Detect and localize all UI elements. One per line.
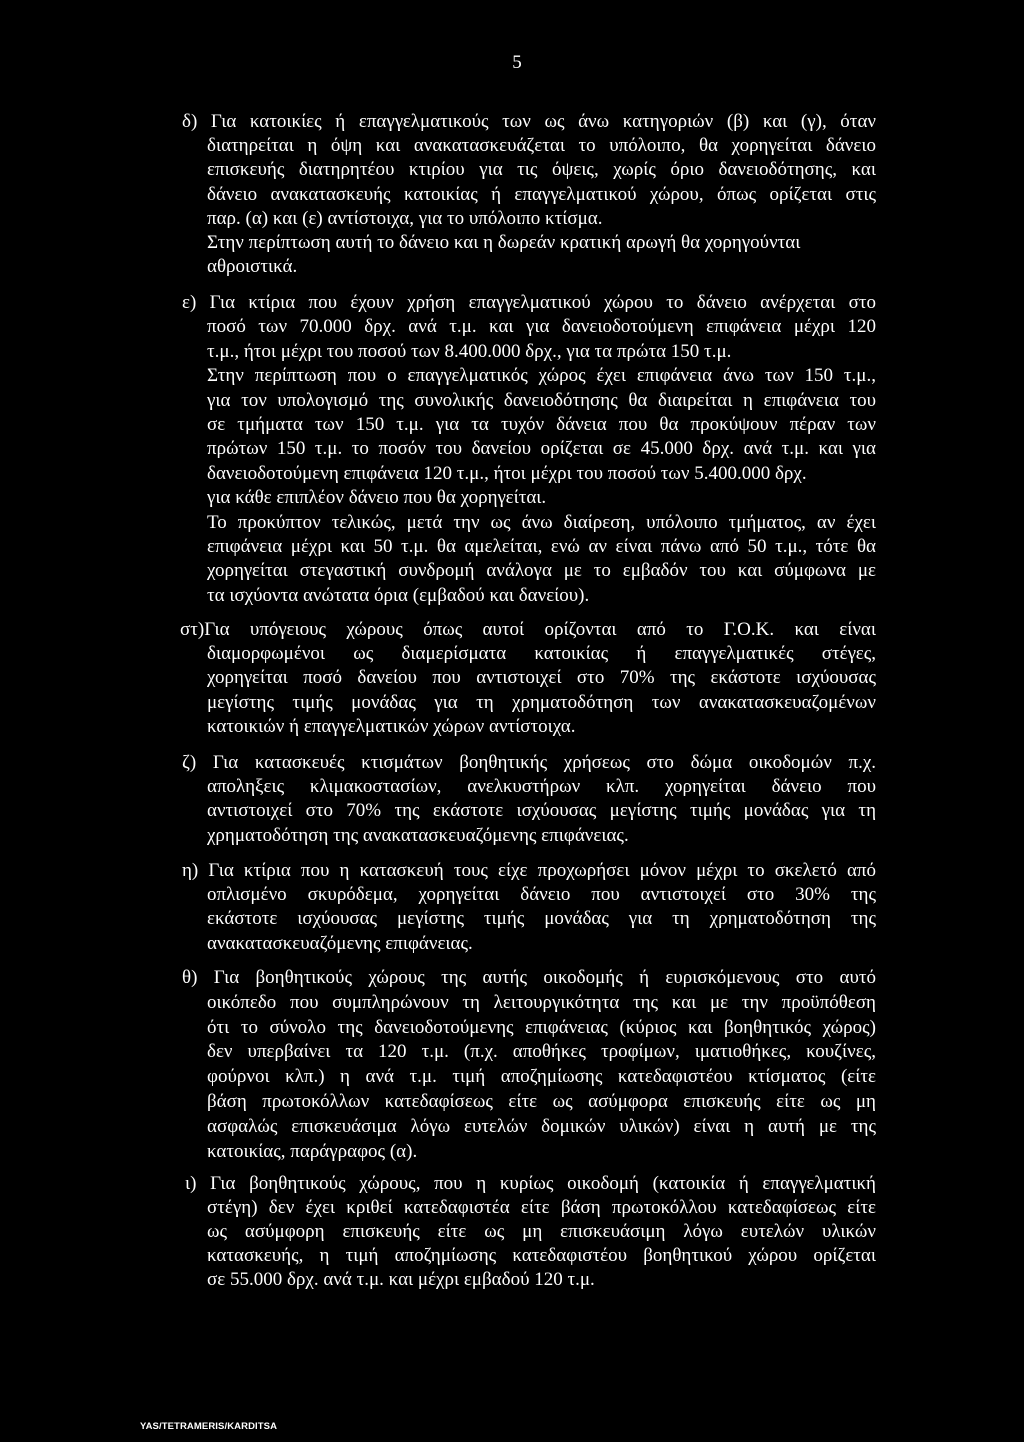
paragraph-line: ότι το σύνολο της δανειοδοτούμενης επιφάνειας (κύριος και βοηθητικός χώρος)	[207, 1016, 876, 1038]
paragraph-line: τα ισχύοντα ανώτατα όρια (εμβαδού και δανείου).	[207, 584, 590, 606]
paragraph-line: ε) Για κτίρια που έχουν χρήση επαγγελματικού χώρου το δάνειο ανέρχεται στο	[182, 292, 876, 313]
paragraph-line: αθροιστικά.	[207, 256, 298, 278]
paragraph-line: για τον υπολογισμό της συνολικής δανειοδότησης θα διαιρείται η επιφάνεια του	[207, 389, 876, 411]
paragraph-line: οικόπεδο που συμπληρώνουν τη λειτουργικότητα της και με την προϋπόθεση	[207, 991, 876, 1013]
paragraph-line: σε τμήματα των 150 τ.μ. για τα τυχόν δάνεια που θα προκύψουν πέραν των	[207, 414, 876, 435]
paragraph-line: μεγίστης τιμής μονάδας για τη χρηματοδότηση των ανακατασκευαζομένων	[207, 691, 876, 713]
paragraph-line: οπλισμένο σκυρόδεμα, χορηγείται δάνειο που αντιστοιχεί στο 30% της	[207, 884, 876, 906]
paragraph-line: φούρνοι κλπ.) η ανά τ.μ. τιμή αποζημίωσης κατεδαφιστέου κτίσματος (είτε	[207, 1066, 876, 1088]
paragraph-line: ως ασύμφορη επισκευής είτε ως μη επισκευάσιμη λόγω ευτελών υλικών	[207, 1221, 876, 1242]
paragraph-line: επισκευής διατηρητέου κτιρίου για τις όψεις, χωρίς όριο δανειοδότησης, και	[207, 159, 876, 181]
page-number: 5	[512, 52, 522, 73]
paragraph-line: δεν υπερβαίνει τα 120 τ.μ. (π.χ. αποθήκες τροφίμων, ιματιοθήκες, κουζίνες,	[207, 1041, 876, 1063]
paragraph-line: κατασκευής, η τιμή αποζημίωσης κατεδαφιστέου βοηθητικού χώρου ορίζεται	[207, 1245, 876, 1266]
paragraph-line: επιφάνεια μέχρι και 50 τ.μ. θα αμελείται, ενώ αν είναι πάνω από 50 τ.μ., τότε θα	[207, 536, 876, 557]
paragraph-line: χορηγείται στεγαστική συνδρομή ανάλογα με το εμβαδόν του και σύμφωνα με	[207, 560, 876, 582]
paragraph-line: χορηγείται ποσό δανείου που αντιστοιχεί στο 70% της εκάστοτε ισχύουσας	[207, 667, 876, 689]
paragraph-line: Στην περίπτωση που ο επαγγελματικός χώρος έχει επιφάνεια άνω των 150 τ.μ.,	[207, 365, 876, 387]
paragraph-line: αντιστοιχεί στο 70% της εκάστοτε ισχύουσας μεγίστης τιμής μονάδας για τη	[207, 800, 876, 822]
paragraph-line: Το προκύπτον τελικώς, μετά την ως άνω διαίρεση, υπόλοιπο τμήματος, αν έχει	[207, 511, 876, 533]
paragraph-line: εκάστοτε ισχύουσας μεγίστης τιμής μονάδας για τη χρηματοδότηση της	[207, 908, 876, 930]
paragraph-line: στέγη) δεν έχει κριθεί κατεδαφιστέα είτε βάση πρωτοκόλλου κατεδαφίσεως είτε	[207, 1197, 876, 1218]
paragraph-line: βάση πρωτοκόλλων κατεδαφίσεως είτε ως ασύμφορα επισκευής είτε ως μη	[207, 1091, 876, 1112]
paragraph-line: κατοικίας, παράγραφος (α).	[207, 1140, 418, 1162]
paragraph-line: διατηρείται η όψη και ανακατασκευάζεται το υπόλοιπο, θα χορηγείται δάνειο	[207, 135, 876, 157]
paragraph-line: ασφαλώς επισκευάσιμα λόγω ευτελών δομικών υλικών) είναι η αυτή με της	[207, 1115, 876, 1137]
paragraph-line: για κάθε επιπλέον δάνειο που θα χορηγείται.	[207, 487, 547, 509]
paragraph-line: σε 55.000 δρχ. ανά τ.μ. και μέχρι εμβαδού 120 τ.μ.	[207, 1269, 595, 1290]
paragraph-line: αποληξεις κλιμακοστασίων, ανελκυστήρων κλπ. χορηγείται δάνειο που	[207, 776, 876, 798]
paragraph-line: δάνειο ανακατασκευής κατοικίας ή επαγγελματικού χώρου, όπως ορίζεται στις	[207, 183, 876, 205]
paragraph-line: Στην περίπτωση αυτή το δάνειο και η δωρεάν κρατική αρωγή θα χορηγούνται	[207, 232, 801, 253]
paragraph-line: πρώτων 150 τ.μ. το ποσόν του δανείου ορίζεται σε 45.000 δρχ. ανά τ.μ. και για	[207, 438, 876, 460]
paragraph-line: θ) Για βοηθητικούς χώρους της αυτής οικοδομής ή ευρισκόμενους στο αυτό	[182, 967, 876, 988]
paragraph-line: ι) Για βοηθητικούς χώρους, που η κυρίως οικοδομή (κατοικία ή επαγγελματική	[185, 1173, 876, 1194]
paragraph-line: η) Για κτίρια που η κατασκευή τους είχε προχωρήσει μόνον μέχρι το σκελετό από	[182, 860, 876, 881]
paragraph-line: ανακατασκευαζόμενης επιφάνειας.	[207, 932, 473, 954]
paragraph-line: χρηματοδότηση της ανακατασκευαζόμενης επιφάνειας.	[207, 824, 629, 846]
footer-reference: YAS/TETRAMERIS/KARDITSA	[140, 1421, 278, 1432]
paragraph-line: στ)Για υπόγειους χώρους όπως αυτοί ορίζονται από το Γ.Ο.Κ. και είναι	[180, 619, 876, 640]
paragraph-line: δανειοδοτούμενη επιφάνεια 120 τ.μ., ήτοι μέχρι του ποσού των 5.400.000 δρχ.	[207, 462, 807, 484]
paragraph-line: κατοικιών ή επαγγελματικών χώρων αντίστοιχα.	[207, 715, 576, 737]
paragraph-line: παρ. (α) και (ε) αντίστοιχα, για το υπόλοιπο κτίσμα.	[207, 207, 603, 229]
paragraph-line: τ.μ., ήτοι μέχρι του ποσού των 8.400.000 δρχ., για τα πρώτα 150 τ.μ.	[207, 340, 732, 362]
paragraph-line: ζ) Για κατασκευές κτισμάτων βοηθητικής χρήσεως στο δώμα οικοδομών π.χ.	[182, 752, 876, 773]
paragraph-line: ποσό των 70.000 δρχ. ανά τ.μ. και για δανειοδοτούμενη επιφάνεια μέχρι 120	[207, 316, 876, 338]
paragraph-line: διαμορφωμένοι ως διαμερίσματα κατοικίας ή επαγγελματικές στέγες,	[207, 643, 876, 665]
paragraph-line: δ) Για κατοικίες ή επαγγελματικούς των ως άνω κατηγοριών (β) και (γ), όταν	[182, 111, 876, 132]
